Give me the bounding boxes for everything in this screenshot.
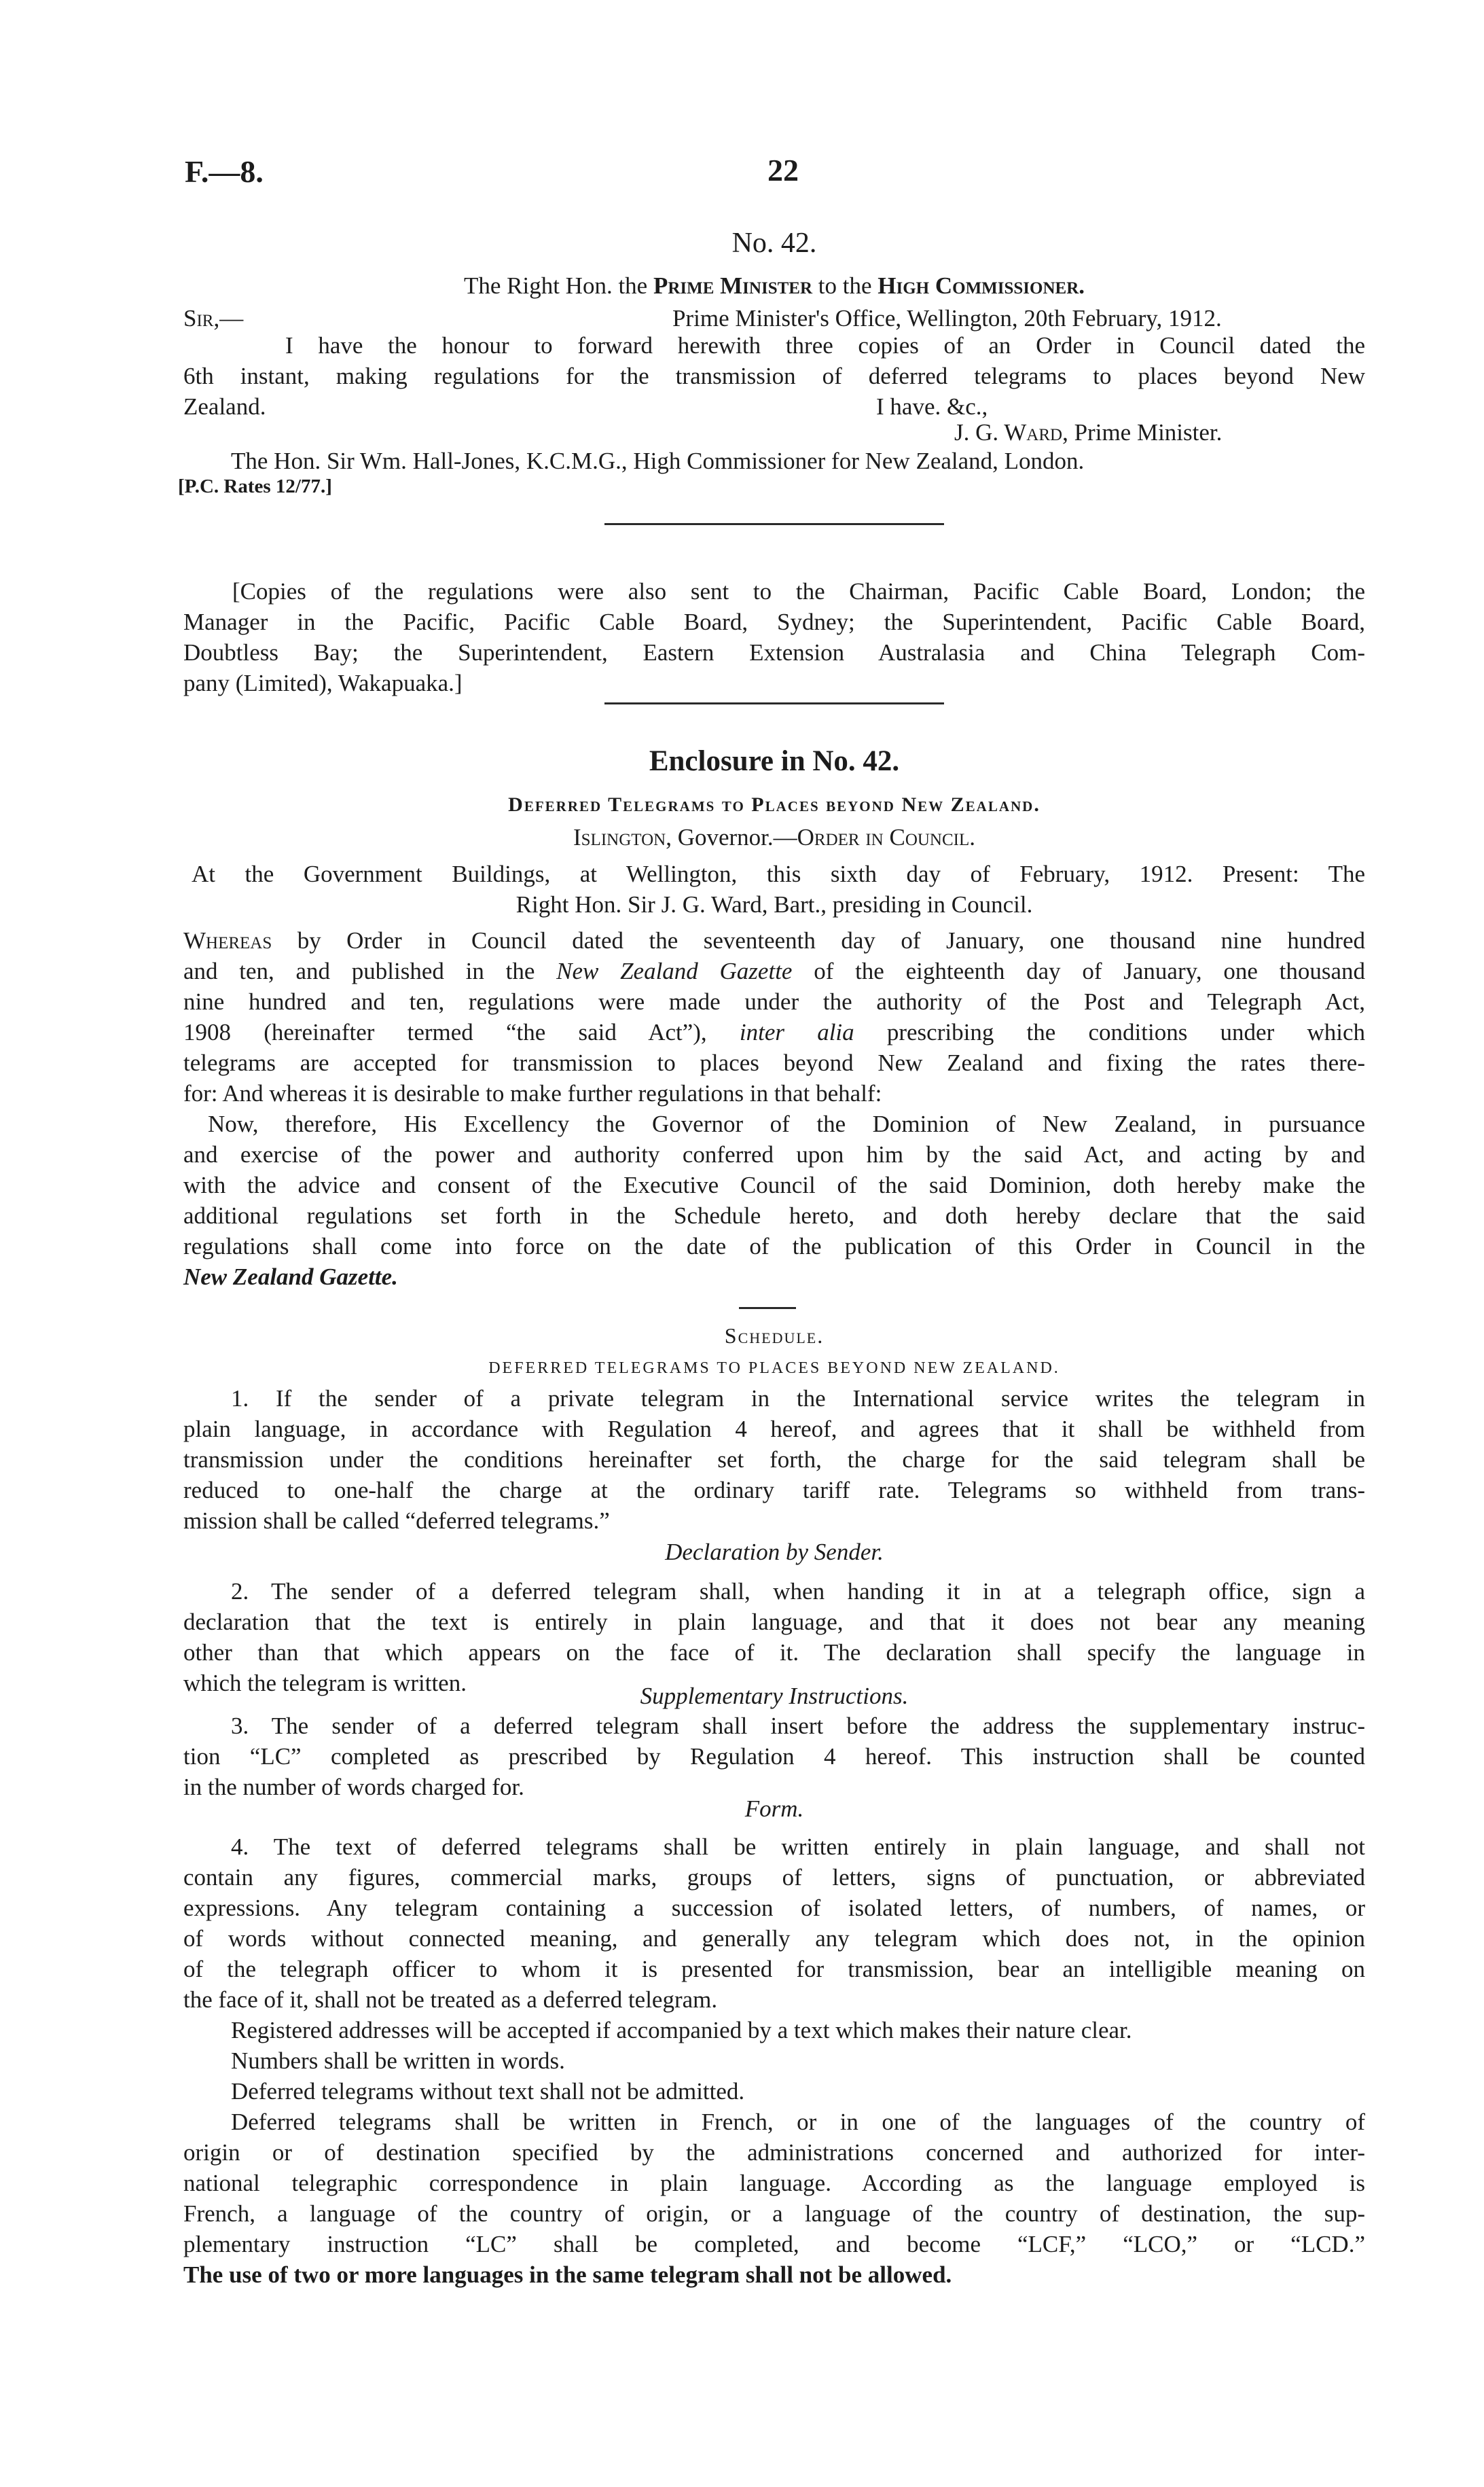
heading-declaration: Declaration by Sender.	[665, 1539, 884, 1565]
signature-title: , Prime Minister.	[1062, 419, 1223, 446]
regulation-line: of the telegraph officer to whom it is presented for transmission, bear an intelligible meaning on	[183, 1956, 1365, 1982]
present-line	[183, 859, 1365, 920]
whereas-line: by Order in Council dated the seventeenth day of January, one thousand nine hundred	[272, 927, 1365, 954]
inter-alia: inter alia	[739, 1019, 854, 1045]
salutation: Sir,—	[183, 305, 244, 332]
letter-signature	[954, 417, 1222, 448]
signature-name: J. G. Ward	[954, 419, 1063, 446]
regulation-line: 4. The text of deferred telegrams shall be written entirely in plain language, and shall not	[231, 1833, 1365, 1860]
letter-body-line: 6th instant, making regulations for the transmission of deferred telegrams to places beyond New	[183, 363, 1365, 389]
file-reference: [P.C. Rates 12/77.]	[178, 476, 332, 497]
copies-note	[183, 576, 1365, 698]
order-in-council-line	[183, 822, 1365, 853]
regulation-line: contain any figures, commercial marks, groups of letters, signs of punctuation, or abbreviated	[183, 1864, 1365, 1891]
letter-body-line: I have the honour to forward herewith three copies of an Order in Council dated the	[285, 332, 1365, 359]
governor-name: Islington	[573, 824, 666, 851]
order-line-mid: , Governor.—	[666, 824, 797, 851]
regulation-1	[183, 1383, 1365, 1536]
regulation-2	[183, 1576, 1365, 1698]
enclosure-title: Enclosure in No. 42.	[649, 745, 900, 777]
heading-from: Prime Minister	[653, 272, 813, 299]
regulation-line: 2. The sender of a deferred telegram shall, when handing it in at a telegraph office, sign a	[231, 1578, 1365, 1605]
regulation-line: of words without connected meaning, and generally any telegram which does not, in the opinion	[183, 1925, 1365, 1952]
whereas-line: 1908 (hereinafter termed “the said Act”),	[183, 1019, 740, 1045]
heading-supplementary: Supplementary Instructions.	[640, 1683, 909, 1709]
regulation-line: 3. The sender of a deferred telegram shall insert before the address the supplementary instruc-	[231, 1713, 1365, 1739]
heading-form: Form.	[744, 1795, 804, 1822]
now-line: additional regulations set forth in the Schedule hereto, and doth hereby declare that the said	[183, 1202, 1365, 1229]
regulation-line: other than that which appears on the face of it. The declaration shall specify the language in	[183, 1639, 1365, 1666]
regulation-line: plementary instruction “LC” shall be completed, and become “LCF,” “LCO,” or “LCD.”	[183, 2231, 1365, 2257]
whereas-line: prescribing the conditions under which	[854, 1019, 1365, 1045]
regulation-line: reduced to one-half the charge at the ordinary tariff rate. Telegrams so withheld from trans-	[183, 1477, 1365, 1503]
regulation-line: origin or of destination specified by the administrations concerned and authorized for inter-	[183, 2139, 1365, 2166]
regulation-line: the face of it, shall not be treated as a deferred telegram.	[183, 1986, 718, 2013]
regulation-4	[183, 1831, 1365, 2290]
letter-heading	[183, 270, 1365, 301]
section-divider	[604, 702, 944, 704]
now-line: regulations shall come into force on the date of the publication of this Order in Council in the	[183, 1233, 1365, 1259]
section-divider	[604, 523, 944, 525]
regulation-line: 1. If the sender of a private telegram in the International service writes the telegram in	[231, 1385, 1365, 1412]
regulation-line: mission shall be called “deferred telegrams.”	[183, 1507, 610, 1534]
whereas-line: for: And whereas it is desirable to make further regulations in that behalf:	[183, 1080, 882, 1107]
now-line: New Zealand Gazette.	[183, 1264, 398, 1290]
heading-to: High Commissioner.	[877, 272, 1085, 299]
regulation-line: tion “LC” completed as prescribed by Regulation 4 hereof. This instruction shall be counted	[183, 1743, 1365, 1770]
order-line-label: Order in Council.	[797, 824, 975, 851]
copies-note-line: Doubtless Bay; the Superintendent, Eastern Extension Australasia and China Telegraph Com-	[183, 639, 1365, 666]
present-line-2: Right Hon. Sir J. G. Ward, Bart., presiding in Council.	[515, 891, 1033, 918]
regulation-line: expressions. Any telegram containing a succession of isolated letters, of numbers, of names, or	[183, 1895, 1365, 1921]
copies-note-line: pany (Limited), Wakapuaka.]	[183, 670, 463, 696]
regulation-line: declaration that the text is entirely in plain language, and that it does not bear any meaning	[183, 1609, 1365, 1635]
regulation-line: French, a language of the country of origin, or a language of the country of destination, the sup-	[183, 2200, 1365, 2227]
regulation-line: Numbers shall be written in words.	[231, 2047, 565, 2074]
whereas-line: of the eighteenth day of January, one thousand	[792, 958, 1365, 984]
page-number: 22	[767, 153, 799, 187]
address-date: Prime Minister's Office, Wellington, 20th February, 1912.	[672, 305, 1222, 332]
short-divider	[739, 1307, 796, 1309]
letter-closing: I have. &c.,	[876, 393, 988, 420]
whereas-line: telegrams are accepted for transmission to places beyond New Zealand and fixing the rates there-	[183, 1050, 1365, 1076]
now-line: Now, therefore, His Excellency the Governor of the Dominion of New Zealand, in pursuance	[208, 1111, 1365, 1137]
letter-body-line: Zealand.	[183, 393, 266, 420]
regulation-line: Deferred telegrams without text shall not be admitted.	[231, 2078, 745, 2105]
whereas-line: nine hundred and ten, regulations were made under the authority of the Post and Telegraph Act,	[183, 988, 1365, 1015]
heading-prefix: The Right Hon. the	[463, 272, 653, 299]
regulation-line: The use of two or more languages in the same telegram shall not be allowed.	[183, 2261, 952, 2288]
gazette-title: New Zealand Gazette	[556, 958, 793, 984]
schedule-subtitle: DEFERRED TELEGRAMS TO PLACES BEYOND NEW ZEALAND.	[488, 1359, 1060, 1377]
regulation-line: Deferred telegrams shall be written in French, or in one of the languages of the country of	[231, 2109, 1365, 2135]
regulation-line: Registered addresses will be accepted if accompanied by a text which makes their nature clear.	[231, 2017, 1132, 2043]
regulation-line: in the number of words charged for.	[183, 1774, 524, 1800]
letter-recipient: The Hon. Sir Wm. Hall-Jones, K.C.M.G., High Commissioner for New Zealand, London.	[231, 448, 1085, 474]
copies-note-line: [Copies of the regulations were also sent to the Chairman, Pacific Cable Board, London; the	[232, 578, 1365, 605]
whereas-paragraph	[183, 925, 1365, 1109]
whereas-word: Whereas	[183, 927, 272, 954]
heading-mid: to the	[812, 272, 878, 299]
regulation-line: transmission under the conditions hereinafter set forth, the charge for the said telegram shall be	[183, 1446, 1365, 1473]
copies-note-line: Manager in the Pacific, Pacific Cable Board, Sydney; the Superintendent, Pacific Cable Board,	[183, 609, 1365, 635]
regulation-line: national telegraphic correspondence in plain language. According as the language employed is	[183, 2170, 1365, 2196]
present-line-1: At the Government Buildings, at Wellington, this sixth day of February, 1912. Present: The	[192, 861, 1365, 887]
now-line: with the advice and consent of the Executive Council of the said Dominion, doth hereby make the	[183, 1172, 1365, 1198]
whereas-line: and ten, and published in the	[183, 958, 557, 984]
regulation-3	[183, 1711, 1365, 1802]
now-therefore-paragraph	[183, 1109, 1365, 1292]
regulation-line: which the telegram is written.	[183, 1670, 467, 1696]
regulation-line: plain language, in accordance with Regulation 4 hereof, and agrees that it shall be withheld from	[183, 1416, 1365, 1442]
parliamentary-paper-ref: F.—8.	[185, 154, 264, 189]
letter-number: No. 42.	[731, 228, 817, 259]
enclosure-subtitle: Deferred Telegrams to Places beyond New Zealand.	[508, 793, 1040, 816]
now-line: and exercise of the power and authority conferred upon him by the said Act, and acting by and	[183, 1141, 1365, 1168]
schedule-title: Schedule.	[724, 1323, 825, 1348]
letter-body	[183, 330, 1365, 422]
